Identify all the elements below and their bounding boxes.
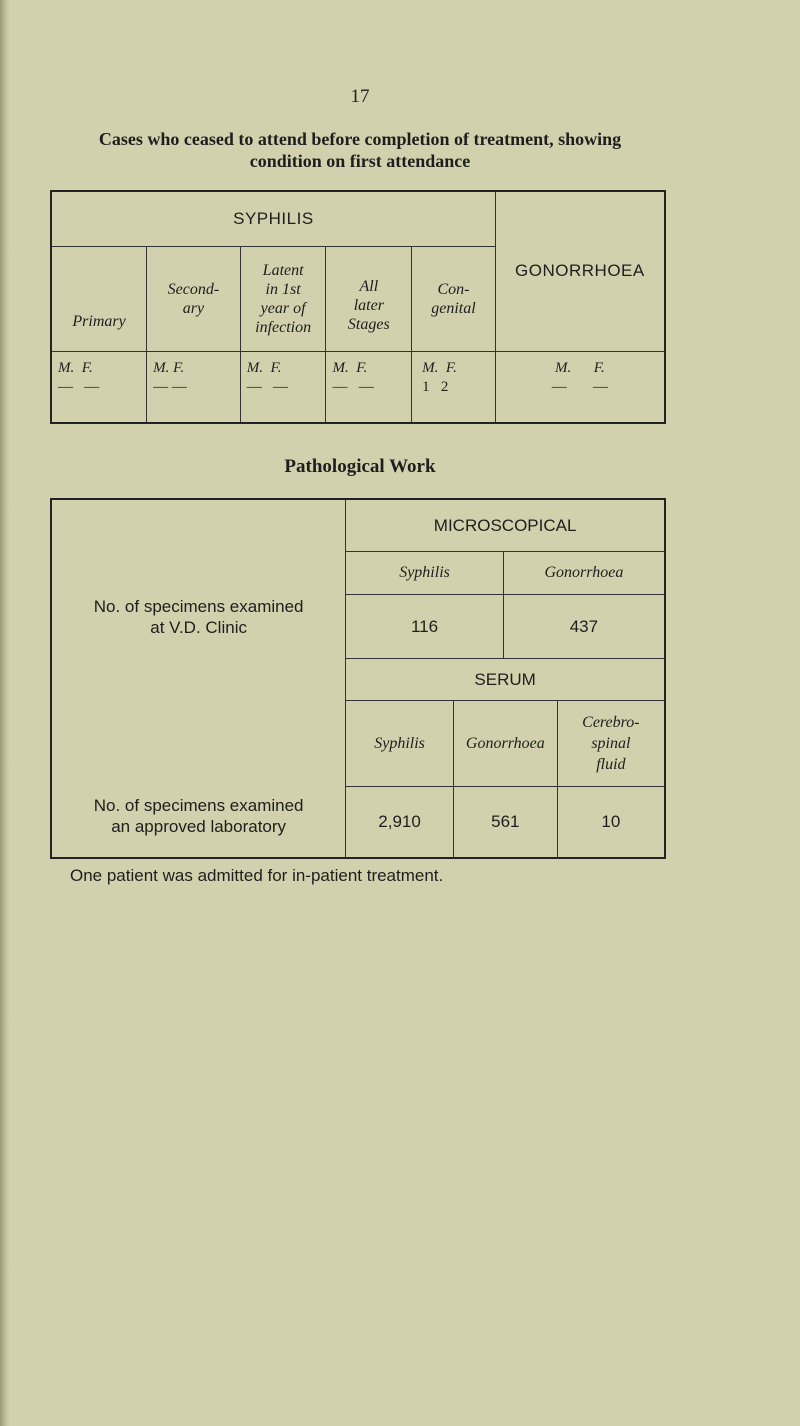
serum-header: SERUM bbox=[346, 658, 665, 700]
m-value: — bbox=[58, 378, 73, 395]
header-line: year of bbox=[260, 299, 306, 317]
m-value: — bbox=[551, 378, 567, 395]
row-label-vd-clinic bbox=[51, 499, 346, 658]
mf-cell-gonorrhoea bbox=[495, 351, 665, 423]
gonorrhoea-header: GONORRHOEA bbox=[495, 191, 665, 351]
m-value: — bbox=[153, 378, 169, 395]
header-line: spinal bbox=[591, 734, 631, 752]
label-line: No. of specimens examined bbox=[93, 597, 304, 616]
f-label: F. bbox=[445, 359, 457, 376]
heading-line-2: condition on first attendance bbox=[249, 151, 471, 171]
row-label-approved-lab bbox=[51, 658, 346, 858]
col-header-latent bbox=[240, 246, 326, 351]
m-label: M. bbox=[246, 359, 263, 376]
serum-csf-header bbox=[557, 700, 665, 786]
mf-cell-secondary bbox=[147, 351, 241, 423]
micro-gonorrhoea-header: Gonorrhoea bbox=[503, 551, 665, 594]
m-label: M. bbox=[332, 359, 349, 376]
col-header-secondary bbox=[147, 246, 241, 351]
serum-syphilis-value: 2,910 bbox=[346, 786, 454, 858]
cases-ceased-table bbox=[50, 190, 666, 424]
header-line: fluid bbox=[596, 755, 626, 773]
col-header-later-stages bbox=[326, 246, 412, 351]
header-line: Primary bbox=[72, 312, 126, 330]
f-value: 2 bbox=[440, 378, 449, 395]
serum-csf-value: 10 bbox=[557, 786, 665, 858]
f-label: F. bbox=[356, 359, 368, 376]
page-edge-shadow bbox=[0, 0, 10, 1426]
label-line: an approved laboratory bbox=[111, 817, 287, 836]
m-label: M. bbox=[422, 359, 439, 376]
f-value: — bbox=[84, 378, 100, 395]
mf-cell-later-stages bbox=[326, 351, 412, 423]
header-line: All bbox=[359, 278, 379, 295]
mf-cell-congenital bbox=[412, 351, 496, 423]
header-line: later bbox=[353, 297, 384, 314]
col-header-primary bbox=[51, 246, 147, 351]
f-value: — bbox=[171, 378, 187, 395]
pathological-work-table bbox=[50, 498, 666, 859]
mf-cell-primary bbox=[51, 351, 147, 423]
header-line: Stages bbox=[347, 316, 390, 333]
m-label: M. bbox=[555, 359, 572, 376]
header-line: Cerebro- bbox=[582, 713, 640, 731]
serum-syphilis-header: Syphilis bbox=[346, 700, 454, 786]
col-header-congenital bbox=[412, 246, 496, 351]
f-label: F. bbox=[593, 359, 605, 376]
m-label: M. bbox=[153, 359, 170, 376]
label-line: No. of specimens examined bbox=[93, 796, 304, 815]
f-value: — bbox=[593, 378, 609, 395]
f-label: F. bbox=[81, 359, 93, 376]
pathological-work-heading: Pathological Work bbox=[284, 456, 436, 477]
label-line: at V.D. Clinic bbox=[150, 618, 247, 637]
micro-gonorrhoea-value: 437 bbox=[503, 594, 665, 658]
header-line: infection bbox=[255, 318, 312, 336]
header-line: Con- bbox=[437, 280, 470, 298]
serum-gonorrhoea-header: Gonorrhoea bbox=[453, 700, 557, 786]
header-line: Latent bbox=[262, 261, 304, 279]
microscopical-header: MICROSCOPICAL bbox=[346, 499, 665, 551]
f-label: F. bbox=[270, 359, 282, 376]
m-value: — bbox=[332, 378, 348, 395]
m-value: — bbox=[246, 378, 262, 395]
micro-syphilis-header: Syphilis bbox=[346, 551, 504, 594]
f-value: — bbox=[358, 378, 374, 395]
page-number: 17 bbox=[350, 86, 370, 107]
heading-line-1: Cases who ceased to attend before completion of treatment, showing bbox=[98, 129, 622, 149]
header-line: genital bbox=[431, 299, 476, 317]
m-value: 1 bbox=[422, 378, 430, 395]
f-label: F. bbox=[173, 359, 185, 376]
serum-gonorrhoea-value: 561 bbox=[453, 786, 557, 858]
header-line: Second- bbox=[167, 280, 220, 298]
table1-heading bbox=[50, 128, 670, 172]
mf-cell-latent bbox=[240, 351, 326, 423]
syphilis-header: SYPHILIS bbox=[51, 191, 495, 246]
micro-syphilis-value: 116 bbox=[346, 594, 504, 658]
header-line: ary bbox=[182, 299, 205, 317]
f-value: — bbox=[273, 378, 288, 395]
m-label: M. bbox=[58, 359, 75, 376]
footer-note: One patient was admitted for in-patient treatment. bbox=[70, 866, 444, 885]
header-line: in 1st bbox=[265, 280, 301, 298]
